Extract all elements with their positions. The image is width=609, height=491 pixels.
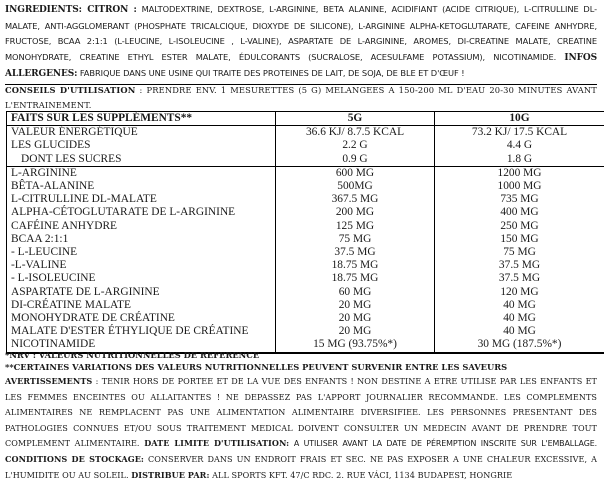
value-5g: 20 MG: [276, 299, 435, 312]
ingredient-row: [7, 299, 605, 312]
ingredient-name: ASPARTATE DE L-ARGININE: [7, 286, 276, 299]
nutrient-name: VALEUR ÉNERGÉTIQUE: [7, 126, 276, 140]
value-10g: 40 MG: [503, 312, 536, 325]
ingredient-row: [7, 272, 605, 285]
value-10g: 37.5 MG: [498, 272, 541, 285]
value-10g: 735 MG: [500, 193, 539, 206]
value-10g: 40 MG: [503, 298, 536, 311]
ingredient-name: BÊTA-ALANINE: [7, 180, 276, 193]
value-10g: 400 MG: [500, 206, 539, 219]
ingredient-name: -L-VALINE: [7, 259, 276, 272]
ingredient-name: MONOHYDRATE DE CRÉATINE: [7, 312, 276, 325]
usage-text: : PRENDRE ENV. 1 MESURETTES (5 G) MELANGEES A 150-200 ML D'EAU 20-30 MINUTES AVANT L'ENTRAINEMENT.: [5, 85, 597, 110]
ingredient-row: [7, 325, 605, 338]
value-10g: 150 MG: [500, 232, 539, 245]
ingredient-name: MALATE D'ESTER ÉTHYLIQUE DE CRÉATINE: [7, 325, 276, 338]
value-10g: 37.5 MG: [498, 259, 541, 272]
distributor-text: ALL SPORTS KFT. 47/C RDC. 2. RUE VÁCI, 1134 BUDAPEST, HONGRIE: [212, 469, 513, 480]
value-10g: 1200 MG: [435, 166, 605, 180]
date-label: DATE LIMITE D'UTILISATION:: [144, 438, 290, 449]
value-5g: 20 MG: [276, 325, 435, 338]
value-5g: 15 MG (93.75%*): [276, 338, 435, 352]
value-10g: 4.4 G: [506, 139, 533, 152]
variations-note: **CERTAINES VARIATIONS DES VALEURS NUTRITIONNELLES PEUVENT SURVENIR ENTRE LES SAVEURS: [5, 361, 508, 372]
value-5g: 2.2 G: [276, 139, 435, 152]
value-5g: 36.6 KJ/ 8.7.5 KCAL: [276, 126, 435, 140]
value-5g: 367.5 MG: [276, 193, 435, 206]
value-5g: 20 MG: [276, 312, 435, 325]
header-cell-supplement-facts: FAITS SUR LES SUPPLÉMENTS**: [7, 112, 276, 126]
ingredient-name: CAFÉINE ANHYDRE: [7, 220, 276, 233]
warnings-label: AVERTISSEMENTS: [5, 376, 93, 386]
ingredient-name: - L-LEUCINE: [7, 246, 276, 259]
ingredient-row: [7, 312, 605, 325]
date-text: A UTILISER AVANT LA DATE DE PÉREMPTION INSCRITE SUR L'EMBALLAGE.: [293, 439, 598, 449]
nutrition-row: [7, 126, 605, 140]
value-10g: 73.2 KJ/ 17.5 KCAL: [471, 126, 568, 139]
value-5g: 75 MG: [276, 233, 435, 246]
value-10g: 1000 MG: [497, 180, 542, 193]
ingredient-row: [7, 180, 605, 193]
storage-text: CONSERVER DANS UN ENDROIT FRAIS ET SEC. NE PAS EXPOSER A UNE CHALEUR EXCESSIVE, A L'HUMIDITE OU AU SOLEIL.: [5, 453, 598, 480]
ingredient-row: [7, 259, 605, 272]
ingredient-name: L-ARGININE: [7, 166, 276, 180]
supplement-facts-table: [6, 111, 604, 354]
value-10g: 1.8 G: [506, 152, 533, 165]
value-5g: 60 MG: [276, 286, 435, 299]
ingredient-name: NICOTINAMIDE: [7, 338, 276, 352]
ingredient-row: [7, 193, 605, 206]
header-cell-5g: 5G: [276, 112, 435, 126]
ingredient-name: - L-ISOLEUCINE: [7, 272, 276, 285]
value-5g: 600 MG: [276, 166, 435, 180]
value-5g: 0.9 G: [276, 153, 435, 167]
ingredient-name: BCAA 2:1:1: [7, 233, 276, 246]
nutrition-row: [7, 153, 605, 167]
value-10g: 75 MG: [503, 246, 536, 259]
warnings-text: : TENIR HORS DE PORTEE ET DE LA VUE DES ENFANTS ! NON DESTINE A ETRE UTILISE PAR LES ENFANTS ET LES FEMMES ENCEINTES OU ALLAITANTES ! NE DEPASSEZ PAS L'APPORT JOURNALIER RECOMMANDE. LES COMPLEMENTS ALIMENTAIRES NE REMPLACENT PAS UNE ALIMENTATION ALIMENTAIRE DIVERSIFIEE. LES PERSONNES PRESENTANT DES PATHOLOGIES CONNUES ET/OU SOUS TRAITEMENT MEDICAL DOIVENT CONSULTER UN MEDECIN AVANT DE PRENDRE TOUT COMPLEMENT ALIMENTAIRE.: [5, 376, 598, 449]
distributor-label: DISTRIBUE PAR:: [131, 469, 210, 480]
usage-section: [5, 83, 597, 112]
allergens-text: FABRIQUE DANS UNE USINE QUI TRAITE DES PROTEINES DE LAIT, DE SOJA, DE BLE ET D'ŒUF !: [79, 68, 465, 79]
value-5g: 200 MG: [276, 206, 435, 219]
footnotes: [5, 350, 507, 373]
value-10g: 120 MG: [500, 285, 539, 298]
ingredient-row: [7, 206, 605, 219]
warnings-section: [5, 374, 597, 483]
value-10g: 40 MG: [503, 325, 536, 338]
value-5g: 125 MG: [276, 220, 435, 233]
storage-label: CONDITIONS DE STOCKAGE:: [5, 453, 144, 464]
ingredients-label: INGREDIENTS: CITRON :: [5, 5, 137, 15]
value-5g: 37.5 MG: [276, 246, 435, 259]
nrv-note: *NRV : VALEURS NUTRITIONNELLES DE REFERENCE: [5, 350, 260, 360]
ingredient-row: [7, 220, 605, 233]
ingredients-text: MALTODEXTRINE, DEXTROSE, L-ARGININE, BETA ALANINE, ACIDIFIANT (ACIDE CITRIQUE), L-CITRULLINE DL-MALATE, ANTI-AGGLOMERANT (PHOSPHATE TRICALCIQUE, DIOXYDE DE SILICONE), L-ARGININE ALPHA-KETOGLUTARATE, CAFEINE ANHYDRE, FRUCTOSE, BCAA 2:1:1 (L-LEUCINE, L-ISOLEUCINE , L-VALINE), ASPARTATE DE L-ARGININE, AROMES, DI-CREATINE MALATE, CREATINE MONOHYDRATE, CREATINE ETHYL ESTER MALATE, ÉDULCORANTS (SUCRALOSE, ACESULFAME POTASSIUM), NICOTINAMIDE.: [5, 4, 597, 62]
nutrient-name: LES GLUCIDES: [7, 139, 276, 152]
value-5g: 500MG: [276, 180, 435, 193]
table-header-row: [7, 112, 605, 126]
value-10g: 30 MG (187.5%*): [435, 338, 605, 352]
ingredient-row: [7, 166, 605, 180]
ingredient-name: ALPHA-CÉTOGLUTARATE DE L-ARGININE: [7, 206, 276, 219]
usage-label: CONSEILS D'UTILISATION: [5, 85, 136, 95]
value-5g: 18.75 MG: [276, 272, 435, 285]
ingredients-section: [5, 2, 597, 85]
nutrient-name: DONT LES SUCRES: [7, 153, 276, 167]
header-cell-10g: 10G: [435, 112, 605, 126]
ingredient-row: [7, 233, 605, 246]
allergens-label: INFOS ALLERGENES:: [5, 52, 597, 80]
ingredient-row: [7, 246, 605, 259]
value-5g: 18.75 MG: [276, 259, 435, 272]
ingredient-name: DI-CRÉATINE MALATE: [7, 299, 276, 312]
value-10g: 250 MG: [500, 219, 539, 232]
ingredient-name: L-CITRULLINE DL-MALATE: [7, 193, 276, 206]
ingredient-row: [7, 286, 605, 299]
nutrition-row: [7, 139, 605, 152]
